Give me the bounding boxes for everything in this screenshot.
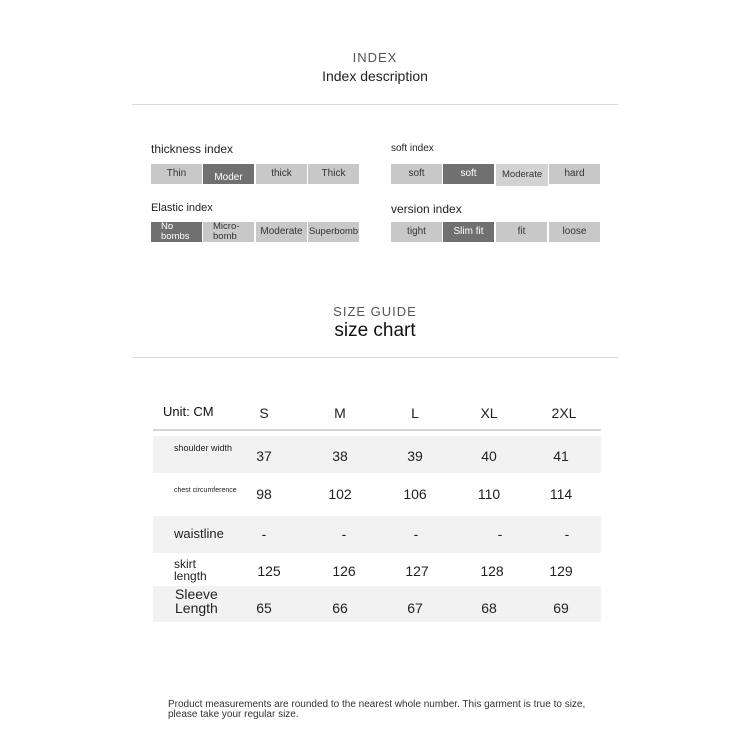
size-guide-divider [132, 357, 618, 358]
size-header-m: M [334, 405, 346, 421]
version-option-fit: fit [496, 222, 547, 242]
table-cell: 65 [256, 600, 272, 616]
table-header-rule [153, 429, 601, 431]
soft-option-moderate: Moderate [496, 164, 548, 186]
row-bg-shoulder [153, 436, 601, 473]
table-cell: 69 [553, 600, 569, 616]
table-cell: 66 [332, 600, 348, 616]
table-cell: 98 [256, 486, 272, 502]
version-option-slim-fit: Slim fit [443, 222, 494, 242]
size-header-xl: XL [480, 405, 498, 421]
index-kicker: INDEX [352, 50, 398, 65]
thickness-index-title: thickness index [151, 142, 234, 156]
row-label-chest-circumference: chest circumference [174, 487, 237, 494]
table-cell: 125 [257, 563, 281, 579]
size-header-l: L [411, 405, 419, 421]
version-index-title: version index [391, 202, 462, 216]
version-option-tight: tight [391, 222, 442, 242]
thickness-option-moder: Moder [203, 164, 254, 184]
table-cell: 114 [549, 486, 573, 502]
row-label-shoulder-width: shoulder width [174, 443, 233, 453]
elastic-option-micro-bomb: Micro-bomb [203, 222, 254, 242]
table-cell: 128 [480, 563, 504, 579]
table-cell: 126 [332, 563, 356, 579]
table-cell: 37 [256, 448, 272, 464]
table-cell: - [497, 526, 503, 542]
table-cell: 106 [403, 486, 427, 502]
table-cell: 129 [549, 563, 573, 579]
size-header-2xl: 2XL [551, 405, 577, 421]
soft-index-title: soft index [391, 143, 434, 154]
index-divider [132, 104, 618, 105]
size-chart-title: size chart [334, 320, 416, 341]
elastic-option-no-bombs: No bombs [151, 222, 202, 242]
thickness-option-thin: Thin [151, 164, 202, 184]
table-cell: 127 [405, 563, 429, 579]
table-cell: 39 [407, 448, 423, 464]
version-option-loose: loose [549, 222, 600, 242]
elastic-option-moderate: Moderate [256, 222, 307, 242]
table-cell: 102 [328, 486, 352, 502]
unit-label: Unit: CM [163, 404, 214, 419]
index-title: Index description [322, 68, 428, 84]
table-cell: 41 [553, 448, 569, 464]
table-cell: 38 [332, 448, 348, 464]
table-cell: 40 [481, 448, 497, 464]
table-cell: 110 [477, 486, 501, 502]
table-cell: 68 [481, 600, 497, 616]
elastic-index-title: Elastic index [151, 202, 213, 214]
table-cell: - [341, 526, 347, 542]
elastic-option-superbomb: Superbomb [308, 222, 359, 242]
thickness-option-thick: thick [256, 164, 307, 184]
size-guide-kicker: SIZE GUIDE [333, 304, 417, 319]
table-cell: - [261, 526, 267, 542]
soft-option-soft: soft [391, 164, 442, 184]
soft-option-hard: hard [549, 164, 600, 184]
thickness-option-thick-upper: Thick [308, 164, 359, 184]
soft-option-soft-selected: soft [443, 164, 494, 184]
size-header-s: S [259, 405, 269, 421]
table-cell: - [564, 526, 570, 542]
row-label-waistline: waistline [174, 526, 224, 541]
row-label-sleeve-length: Sleeve Length [175, 586, 218, 616]
row-label-skirt-length: skirt length [174, 557, 207, 583]
measurement-footnote: Product measurements are rounded to the nearest whole number. This garment is true to size, please take your regular size. [168, 699, 586, 720]
table-cell: - [413, 526, 419, 542]
table-cell: 67 [407, 600, 423, 616]
